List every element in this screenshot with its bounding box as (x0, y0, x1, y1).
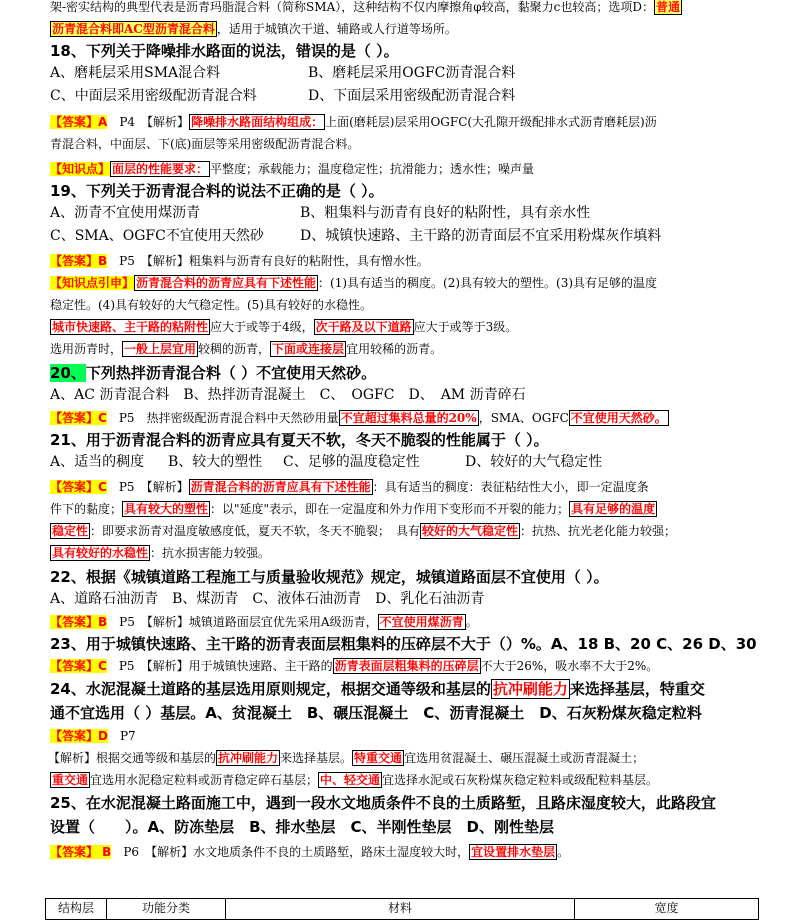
option-b: B、粗集料与沥青有良好的粘附性，具有亲水性 (300, 205, 591, 221)
question-18-answer: 【答案】A P4 【解析】 降噪排水路面结构组成： 上面(磨耗层)层采用OGFC(大孔隙开级配排水式沥青磨耗层)沥 (50, 115, 657, 129)
answer-badge: 【答案】 B (50, 845, 112, 859)
highlight: 中、轻交通 (320, 773, 381, 787)
highlight: 沥青混合料即AC型沥青混合料 (52, 22, 215, 36)
option-c: C、足够的温度稳定性 (283, 454, 420, 470)
question-19-knowledge: 【知识点引申】 沥青混合料的沥青应具有下述性能 ：(1)具有适当的稠度。(2)具有较大的塑性。(3)具有足够的温度 (50, 276, 658, 290)
question-22-answer: 【答案】B P5 【解析】城镇道路面层宜优先采用A级沥青， 不宜使用煤沥青 。 (50, 615, 478, 629)
question-19-knowledge-cont: 稳定性。(4)具有较好的大气稳定性。(5)具有较好的水稳性。 (50, 298, 372, 312)
question-19-line-selection: 选用沥青时， 一般上层宜用 较稠的沥青， 下面或连接层 宜用较稀的沥青。 (50, 342, 443, 356)
question-19-options-row-2 (50, 225, 797, 248)
question-21-explanation-3: 具有较好的水稳性 ：抗水损害能力较强。 (52, 546, 271, 560)
question-21-explanation-2: 稳定性 ：即要求沥青对温度敏感度低，夏天不软，冬天不脆裂； 具有 较好的大气稳定性 ：抗热、抗光老化能力较强； (52, 524, 677, 538)
question-20-answer: 【答案】C P5 热拌密级配沥青混合料中天然砂用量 不宜超过集料总量的20% ，SMA、OGFC 不宜使用天然砂。 (50, 411, 667, 425)
option-a: A、沥青不宜使用煤沥青 (50, 205, 201, 221)
highlight: 沥青表面层粗集料的压碎层 (334, 659, 479, 673)
option-d: D、下面层采用密级配沥青混合料 (308, 88, 516, 104)
question-21-title: 21、用于沥青混合料的沥青应具有夏天不软，冬天不脆裂的性能属于（ ）。 (50, 431, 549, 449)
answer-badge: 【答案】C (50, 411, 107, 425)
question-20-options: A、AC 沥青混合料 B、热拌沥青混凝土 C、 OGFC D、 AM 沥青碎石 (50, 387, 526, 403)
highlight: 抗冲刷能力 (492, 680, 568, 698)
highlight: 重交通 (52, 773, 89, 787)
question-21-answer: 【答案】C P5 【解析】 沥青混合料的沥青应具有下述性能 ：具有适当的稠度：表征粘结性大小，即一定温度条 (50, 480, 649, 494)
question-22-options: A、道路石油沥青 B、煤沥青 C、液体石油沥青 D、乳化石油沥青 (50, 591, 485, 607)
option-c: C、SMA、OGFC不宜使用天然砂 (50, 228, 264, 244)
highlight: 抗冲刷能力 (218, 751, 279, 765)
answer-badge: 【答案】A (50, 115, 108, 129)
highlight: 不宜超过集料总量的20% (340, 411, 477, 425)
question-25-title-1: 25、在水泥混凝土路面施工中，遇到一段水文地质条件不良的土质路堑，且路床湿度较大，此路段宜 (50, 794, 716, 812)
option-c: C、中面层采用密级配沥青混合料 (50, 88, 257, 104)
question-22-title: 22、根据《城镇道路工程施工与质量验收规范》规定，城镇道路面层不宜使用（ ）。 (50, 568, 609, 586)
question-20-title: 20、下列热拌沥青混合料（ ）不宜使用天然砂。 (50, 364, 377, 382)
highlight: 降噪排水路面结构组成： (191, 115, 324, 129)
highlight: 宜设置排水垫层 (471, 845, 556, 859)
question-24-title-1: 24、水泥混凝土道路的基层选用原则规定，根据交通等级和基层的 抗冲刷能力 来选择基层，特重交 (50, 680, 705, 698)
highlight: 沥青混合料的沥青应具有下述性能 (190, 480, 371, 494)
highlight: 特重交通 (354, 751, 403, 765)
question-19-line-adhesion: 城市快速路、主干路的粘附性 应大于或等于4级， 次干路及以下道路 应大于或等于3级。 (52, 320, 518, 334)
highlight: 不宜使用天然砂。 (570, 411, 667, 425)
option-b: B、磨耗层采用OGFC沥青混合料 (308, 65, 516, 81)
highlight: 一般上层宜用 (124, 342, 197, 356)
table-header-cell: 功能分类 (107, 899, 226, 920)
highlight: 下面或连接层 (272, 342, 345, 356)
table-header-row (46, 899, 759, 920)
knowledge-badge: 【知识点】 (50, 162, 111, 176)
question-number-highlight: 20、 (50, 364, 86, 382)
continuation-line-1: 架-密实结构的典型代表是沥青玛脂混合料（简称SMA），这种结构不仅内摩擦角φ较高，黏聚力c也较高；选项D： 普通 (50, 0, 680, 14)
question-19-answer: 【答案】B P5 【解析】粗集料与沥青有良好的粘附性，具有憎水性。 (50, 254, 429, 268)
question-23-title: 23、用于城镇快速路、主干路的沥青表面层粗集料的压碎层不大于（）%。A、18 B、20 C、26 D、30 (50, 635, 757, 653)
answer-badge: 【答案】D (50, 729, 108, 743)
answer-badge: 【答案】B (50, 615, 108, 629)
option-d: D、较好的大气稳定性 (465, 454, 603, 470)
question-19-title: 19、下列关于沥青混合料的说法不正确的是（ ）。 (50, 182, 384, 200)
structure-table (45, 898, 759, 920)
highlight: 具有足够的温度 (571, 502, 656, 516)
table-header-cell: 材料 (226, 899, 575, 920)
question-19-options-row-1 (50, 202, 797, 225)
highlight: 较好的大气稳定性 (422, 524, 519, 538)
highlight: 次干路及以下道路 (315, 320, 412, 334)
question-24-explanation-2: 重交通 宜选用水泥稳定粒料或沥青稳定碎石基层； 中、轻交通 宜选择水泥或石灰粉煤灰稳定粒料或级配粒料基层。 (52, 773, 659, 787)
answer-badge: 【答案】C (50, 659, 107, 673)
highlight: 普通 (655, 0, 680, 14)
highlight: 稳定性 (52, 524, 89, 538)
answer-badge: 【答案】B (50, 254, 108, 268)
question-18-options-row-1 (50, 62, 797, 85)
option-d: D、城镇快速路、主干路的沥青面层不宜采用粉煤灰作填料 (300, 228, 662, 244)
option-b: B、较大的塑性 (168, 454, 263, 470)
question-23-answer: 【答案】C P5 【解析】用于城镇快速路、主干路的 沥青表面层粗集料的压碎层 不大于26%，吸水率不大于2%。 (50, 659, 659, 673)
question-21-explanation-1: 件下的黏度； 具有较大的塑性 ：以"延度"表示，即在一定温度和外力作用下变形而不开裂的能力； 具有足够的温度 (50, 502, 656, 516)
question-18-title: 18、下列关于降噪排水路面的说法，错误的是（ ）。 (50, 42, 399, 60)
question-21-options (50, 451, 797, 474)
question-25-answer: 【答案】 B P6 【解析】水文地质条件不良的土质路堑，路床土湿度较大时， 宜设置排水垫层 。 (50, 845, 570, 859)
highlight: 面层的性能要求： (112, 162, 209, 176)
question-18-explanation: 青混合料，中面层、下(底)面层等采用密级配沥青混合料。 (50, 137, 360, 151)
continuation-line-2: 沥青混合料即AC型沥青混合料 ，适用于城镇次干道、辅路或人行道等场所。 (52, 22, 457, 36)
table-header-cell: 结构层 (46, 899, 107, 920)
answer-badge: 【答案】C (50, 480, 107, 494)
question-25-title-2: 设置（ ）。A、防冻垫层 B、排水垫层 C、半刚性垫层 D、刚性垫层 (50, 818, 555, 836)
question-18-options-row-2 (50, 85, 797, 108)
option-a: A、磨耗层采用SMA混合料 (50, 65, 221, 81)
question-24-explanation-1: 【解析】根据交通等级和基层的 抗冲刷能力 来选择基层。 特重交通 宜选用贫混凝土、碾压混凝土或沥青混凝土； (48, 751, 645, 765)
table-header-cell: 宽度 (575, 899, 759, 920)
question-18-knowledge: 【知识点】 面层的性能要求： 平整度；承载能力；温度稳定性；抗滑能力；透水性；噪声量 (50, 162, 535, 176)
knowledge-badge: 【知识点引申】 (50, 276, 135, 290)
highlight: 沥青混合料的沥青应具有下述性能 (136, 276, 317, 290)
highlight: 具有较大的塑性 (124, 502, 209, 516)
question-24-title-2: 通不宜选用（ ）基层。A、贫混凝土 B、碾压混凝土 C、沥青混凝土 D、石灰粉煤灰稳定粒料 (50, 704, 702, 722)
question-24-answer: 【答案】D P7 (50, 729, 136, 743)
highlight: 城市快速路、主干路的粘附性 (52, 320, 209, 334)
option-a: A、适当的稠度 (50, 454, 145, 470)
highlight: 不宜使用煤沥青 (379, 615, 464, 629)
highlight: 具有较好的水稳性 (52, 546, 149, 560)
